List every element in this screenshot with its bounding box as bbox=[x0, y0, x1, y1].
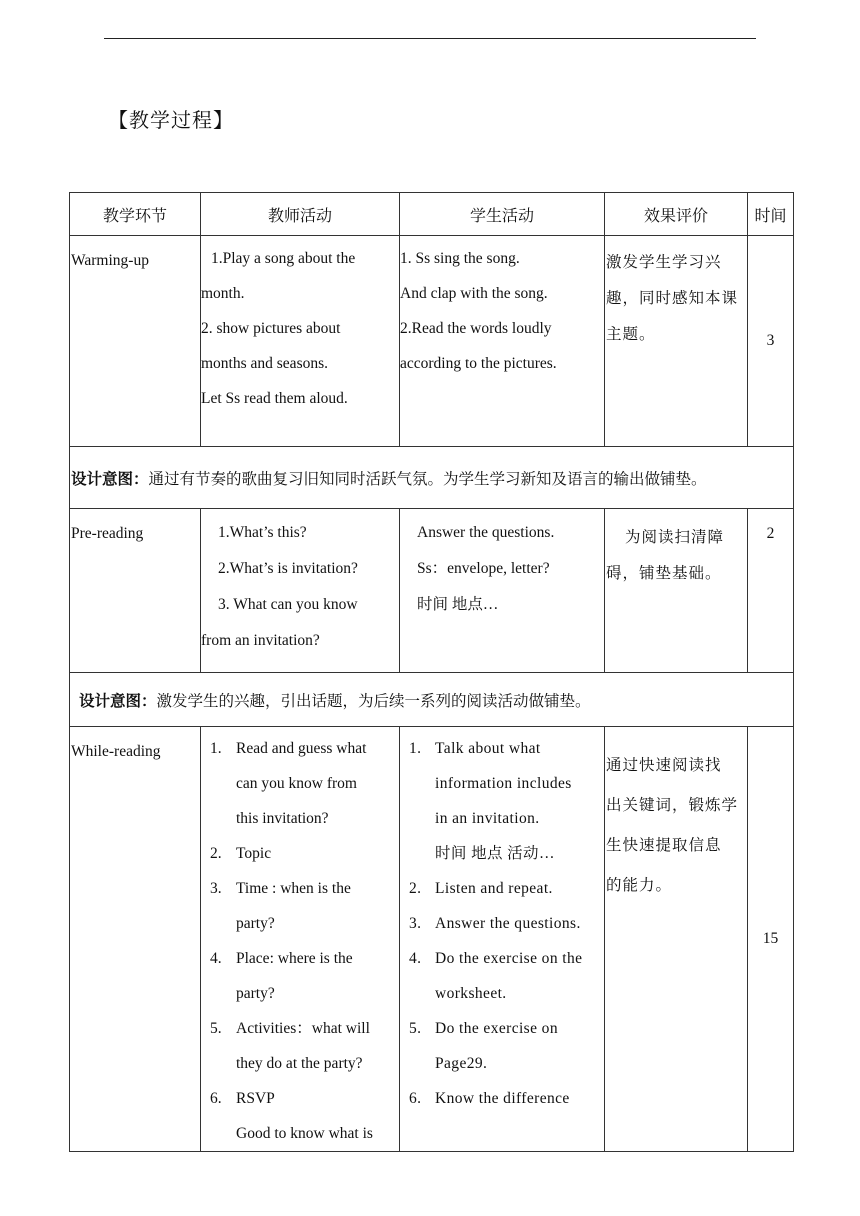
text-line: 2. show pictures about bbox=[201, 320, 341, 337]
text-line: Do the exercise on bbox=[435, 1020, 558, 1037]
list-item-number: 2. bbox=[210, 845, 222, 862]
text-line: And clap with the song. bbox=[400, 285, 548, 302]
design-intent-text: 激发学生的兴趣，引出话题，为后续一系列的阅读活动做铺垫。 bbox=[156, 691, 591, 710]
list-item-number: 2. bbox=[409, 880, 422, 897]
student-cell bbox=[400, 727, 605, 1152]
text-line: Ss：envelope, letter? bbox=[417, 560, 550, 577]
text-line: 的能力。 bbox=[606, 876, 673, 894]
text-line: 碍，铺垫基础。 bbox=[606, 564, 722, 582]
list-item-number: 4. bbox=[210, 950, 222, 967]
design-intent-label: 设计意图： bbox=[71, 469, 149, 488]
design-intent-label: 设计意图： bbox=[79, 691, 157, 710]
text-line: 1. Ss sing the song. bbox=[400, 250, 520, 267]
text-line: Page29. bbox=[435, 1055, 488, 1072]
text-line: 为阅读扫清障 bbox=[625, 528, 725, 546]
stage-cell: Warming-up bbox=[70, 236, 201, 447]
list-item-number: 3. bbox=[409, 915, 422, 932]
text-line: information includes bbox=[435, 775, 572, 792]
list-item bbox=[400, 731, 604, 871]
text-line: 时间 地点… bbox=[417, 596, 499, 613]
evaluation-cell bbox=[605, 509, 748, 673]
list-item-number: 5. bbox=[409, 1020, 422, 1037]
text-line: Answer the questions. bbox=[417, 524, 555, 541]
design-intent-cell bbox=[70, 447, 794, 509]
text-line: 时间 地点 活动… bbox=[435, 845, 555, 862]
text-line: 趣，同时感知本课 bbox=[606, 289, 739, 307]
list-item bbox=[400, 906, 604, 941]
lesson-table bbox=[69, 192, 794, 1152]
text-line: Know the difference bbox=[435, 1090, 570, 1107]
text-line: 主题。 bbox=[606, 325, 656, 343]
time-cell: 2 bbox=[748, 509, 794, 673]
teacher-cell bbox=[201, 236, 400, 447]
list-item bbox=[400, 941, 604, 1011]
text-line: according to the pictures. bbox=[400, 355, 557, 372]
text-line: Read and guess what bbox=[236, 740, 367, 757]
text-line: 生快速提取信息 bbox=[606, 836, 722, 854]
teacher-cell bbox=[201, 727, 400, 1152]
text-line: Topic bbox=[236, 845, 272, 862]
text-line: 2.Read the words loudly bbox=[400, 320, 552, 337]
text-line: Do the exercise on the bbox=[435, 950, 583, 967]
text-line: Talk about what bbox=[435, 740, 541, 757]
text-line: 2.What’s is invitation? bbox=[218, 560, 358, 577]
text-line: month. bbox=[201, 285, 245, 302]
list-item bbox=[400, 871, 604, 906]
text-line: RSVP bbox=[236, 1090, 275, 1107]
table-row-prereading bbox=[70, 509, 794, 673]
evaluation-cell bbox=[605, 236, 748, 447]
text-line: Listen and repeat. bbox=[435, 880, 553, 897]
text-line: in an invitation. bbox=[435, 810, 540, 827]
text-line: from an invitation? bbox=[201, 632, 320, 649]
design-intent-row bbox=[70, 673, 794, 727]
table-row-warmup bbox=[70, 236, 794, 447]
header-evaluation: 效果评价 bbox=[605, 193, 748, 236]
list-item-number: 1. bbox=[409, 740, 422, 757]
list-item bbox=[201, 941, 399, 1011]
design-intent-text: 通过有节奏的歌曲复习旧知同时活跃气氛。为学生学习新知及语言的输出做铺垫。 bbox=[148, 469, 707, 488]
list-item bbox=[201, 836, 399, 871]
list-item-number: 3. bbox=[210, 880, 222, 897]
text-line: 出关键词，锻炼学 bbox=[606, 796, 739, 814]
teacher-cell bbox=[201, 509, 400, 673]
section-title: 【教学过程】 bbox=[108, 110, 234, 132]
text-line: worksheet. bbox=[435, 985, 507, 1002]
text-line: months and seasons. bbox=[201, 355, 329, 372]
text-line: 激发学生学习兴 bbox=[606, 253, 722, 271]
list-item-number: 5. bbox=[210, 1020, 222, 1037]
list-item-number: 6. bbox=[210, 1090, 222, 1107]
time-cell: 15 bbox=[748, 727, 794, 1152]
header-student: 学生活动 bbox=[400, 193, 605, 236]
text-line: 3. What can you know bbox=[218, 596, 358, 613]
stage-cell: While-reading bbox=[70, 727, 201, 1152]
text-line: Time : when is the bbox=[236, 880, 351, 897]
table-row-whilereading bbox=[70, 727, 794, 1152]
text-line: can you know from bbox=[236, 775, 357, 792]
teacher-activity-list bbox=[201, 731, 399, 1151]
time-cell: 3 bbox=[748, 236, 794, 447]
table-header-row bbox=[70, 193, 794, 236]
list-item-number: 4. bbox=[409, 950, 422, 967]
text-line: this invitation? bbox=[236, 810, 329, 827]
header-time: 时间 bbox=[748, 193, 794, 236]
text-line: Place: where is the bbox=[236, 950, 353, 967]
student-activity-list bbox=[400, 731, 604, 1116]
list-item bbox=[400, 1011, 604, 1081]
text-line: Let Ss read them aloud. bbox=[201, 390, 348, 407]
text-line: 1.What’s this? bbox=[218, 524, 307, 541]
list-item-number: 6. bbox=[409, 1090, 422, 1107]
design-intent-row bbox=[70, 447, 794, 509]
header-teacher: 教师活动 bbox=[201, 193, 400, 236]
text-line: they do at the party? bbox=[236, 1055, 363, 1072]
text-line: Activities：what will bbox=[236, 1020, 370, 1037]
design-intent-cell bbox=[70, 673, 794, 727]
text-line: 通过快速阅读找 bbox=[606, 756, 722, 774]
list-item bbox=[201, 1011, 399, 1081]
text-line: Good to know what is bbox=[236, 1125, 373, 1142]
header-rule bbox=[104, 38, 756, 39]
text-line: 1.Play a song about the bbox=[211, 250, 356, 267]
text-line: Answer the questions. bbox=[435, 915, 581, 932]
list-item-number: 1. bbox=[210, 740, 222, 757]
student-cell bbox=[400, 509, 605, 673]
list-item bbox=[201, 871, 399, 941]
evaluation-cell bbox=[605, 727, 748, 1152]
header-stage: 教学环节 bbox=[70, 193, 201, 236]
list-item bbox=[201, 731, 399, 836]
stage-cell: Pre-reading bbox=[70, 509, 201, 673]
list-item bbox=[201, 1081, 399, 1151]
student-cell bbox=[400, 236, 605, 447]
text-line: party? bbox=[236, 985, 275, 1002]
list-item bbox=[400, 1081, 604, 1116]
text-line: party? bbox=[236, 915, 275, 932]
